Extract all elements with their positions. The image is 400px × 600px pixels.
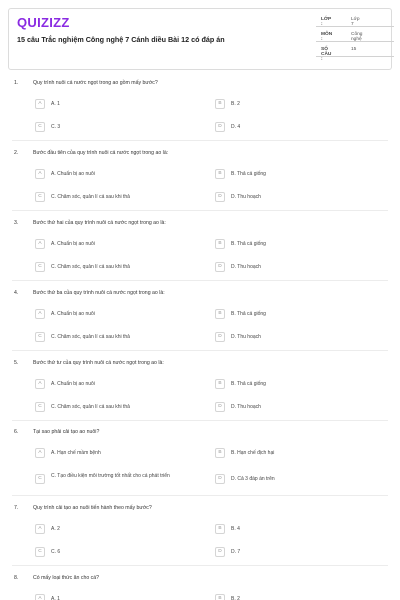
- option-text: B. 2: [231, 596, 240, 600]
- option-key-box: D: [215, 262, 225, 272]
- option-text: D. 7: [231, 549, 241, 555]
- option-text: A. Chuẩn bị ao nuôi: [51, 381, 95, 387]
- quizizz-logo: QUIZIZZ: [17, 15, 70, 30]
- option-text: D. 4: [231, 124, 241, 130]
- question-number: 8.: [14, 575, 19, 581]
- option-text: C. 6: [51, 549, 61, 555]
- option-key-box: D: [215, 474, 225, 484]
- option-key-box: C: [35, 332, 45, 342]
- option-key-box: D: [215, 192, 225, 202]
- option-text: D. Thu hoạch: [231, 194, 261, 200]
- option-text: A. Chuẩn bị ao nuôi: [51, 241, 95, 247]
- option-text: C. Chăm sóc, quản lí cá sau khi thả: [51, 404, 130, 410]
- question-text: Quy trình cải tạo ao nuôi tiến hành theo mấy bước?: [33, 505, 152, 511]
- question-text: Bước thứ ba của quy trình nuôi cá nước ngọt trong ao là:: [33, 290, 165, 296]
- option-text: C. Chăm sóc, quản lí cá sau khi thả: [51, 264, 130, 270]
- option-text: C. Chăm sóc, quản lí cá sau khi thả: [51, 334, 130, 340]
- option-text: B. Thả cá giống: [231, 241, 266, 247]
- option-key-box: A: [35, 524, 45, 534]
- meta-divider: [316, 26, 394, 27]
- meta-subject-label: MÔN :: [321, 32, 333, 42]
- option-text: B. Thả cá giống: [231, 381, 266, 387]
- option-key-box: A: [35, 169, 45, 179]
- option-key-box: C: [35, 547, 45, 557]
- option-text: B. Thả cá giống: [231, 311, 266, 317]
- question-text: Bước thứ hai của quy trình nuôi cá nước ngọt trong ao là:: [33, 220, 166, 226]
- question-number: 3.: [14, 220, 19, 226]
- meta-count-value: 15: [351, 47, 357, 52]
- question-text: Bước thứ tư của quy trình nuôi cá nước ngọt trong ao là:: [33, 360, 164, 366]
- meta-divider: [316, 56, 394, 57]
- question-text: Tại sao phải cải tạo ao nuôi?: [33, 429, 100, 435]
- option-key-box: B: [215, 594, 225, 600]
- option-key-box: D: [215, 122, 225, 132]
- option-key-box: A: [35, 379, 45, 389]
- option-text: D. Thu hoạch: [231, 334, 261, 340]
- option-text: D. Thu hoạch: [231, 404, 261, 410]
- question-text: Bước đầu tiên của quy trình nuôi cá nước ngọt trong ao là:: [33, 150, 169, 156]
- option-key-box: A: [35, 239, 45, 249]
- meta-count-label: SỐ CÂU :: [321, 47, 332, 62]
- question-number: 1.: [14, 80, 19, 86]
- question-number: 6.: [14, 429, 19, 435]
- page-title: 15 câu Trắc nghiệm Công nghệ 7 Cánh diều Bài 12 có đáp án: [17, 35, 225, 44]
- option-key-box: B: [215, 239, 225, 249]
- option-key-box: B: [215, 99, 225, 109]
- option-key-box: B: [215, 169, 225, 179]
- header-card: [8, 8, 392, 70]
- option-text: A. Chuẩn bị ao nuôi: [51, 311, 95, 317]
- option-text: A. 1: [51, 596, 60, 600]
- meta-class-label: LỚP :: [321, 17, 332, 27]
- option-text: B. Hạn chế địch hại: [231, 450, 275, 456]
- meta-subject-value: Công nghệ: [351, 32, 363, 42]
- option-text: B. 4: [231, 526, 240, 532]
- option-key-box: A: [35, 309, 45, 319]
- option-key-box: A: [35, 594, 45, 600]
- option-key-box: B: [215, 309, 225, 319]
- question-number: 5.: [14, 360, 19, 366]
- option-text: C. Chăm sóc, quản lí cá sau khi thả: [51, 194, 130, 200]
- option-key-box: B: [215, 379, 225, 389]
- option-key-box: D: [215, 547, 225, 557]
- option-text: B. Thả cá giống: [231, 171, 266, 177]
- question-number: 7.: [14, 505, 19, 511]
- question-divider: [12, 280, 388, 281]
- option-key-box: C: [35, 122, 45, 132]
- option-text: D. Cả 3 đáp án trên: [231, 476, 275, 482]
- option-text: C. Tạo điều kiện môi trường tốt nhất cho cá phát triển: [51, 473, 170, 479]
- question-number: 4.: [14, 290, 19, 296]
- meta-class-value: Lớp 7: [351, 17, 360, 27]
- question-divider: [12, 420, 388, 421]
- question-divider: [12, 140, 388, 141]
- option-text: A. Chuẩn bị ao nuôi: [51, 171, 95, 177]
- option-text: A. 2: [51, 526, 60, 532]
- meta-divider: [316, 41, 394, 42]
- question-text: Quy trình nuôi cá nước ngọt trong ao gồm mấy bước?: [33, 80, 158, 86]
- option-key-box: B: [215, 448, 225, 458]
- option-text: A. 1: [51, 101, 60, 107]
- question-divider: [12, 350, 388, 351]
- option-key-box: A: [35, 448, 45, 458]
- option-text: C. 3: [51, 124, 61, 130]
- option-text: B. 2: [231, 101, 240, 107]
- option-text: A. Hạn chế mầm bệnh: [51, 450, 101, 456]
- question-number: 2.: [14, 150, 19, 156]
- option-text: D. Thu hoạch: [231, 264, 261, 270]
- option-key-box: C: [35, 474, 45, 484]
- option-key-box: D: [215, 402, 225, 412]
- option-key-box: D: [215, 332, 225, 342]
- option-key-box: B: [215, 524, 225, 534]
- question-divider: [12, 565, 388, 566]
- option-key-box: A: [35, 99, 45, 109]
- option-key-box: C: [35, 262, 45, 272]
- question-divider: [12, 210, 388, 211]
- question-text: Có mấy loại thức ăn cho cá?: [33, 575, 100, 581]
- option-key-box: C: [35, 402, 45, 412]
- question-divider: [12, 495, 388, 496]
- option-key-box: C: [35, 192, 45, 202]
